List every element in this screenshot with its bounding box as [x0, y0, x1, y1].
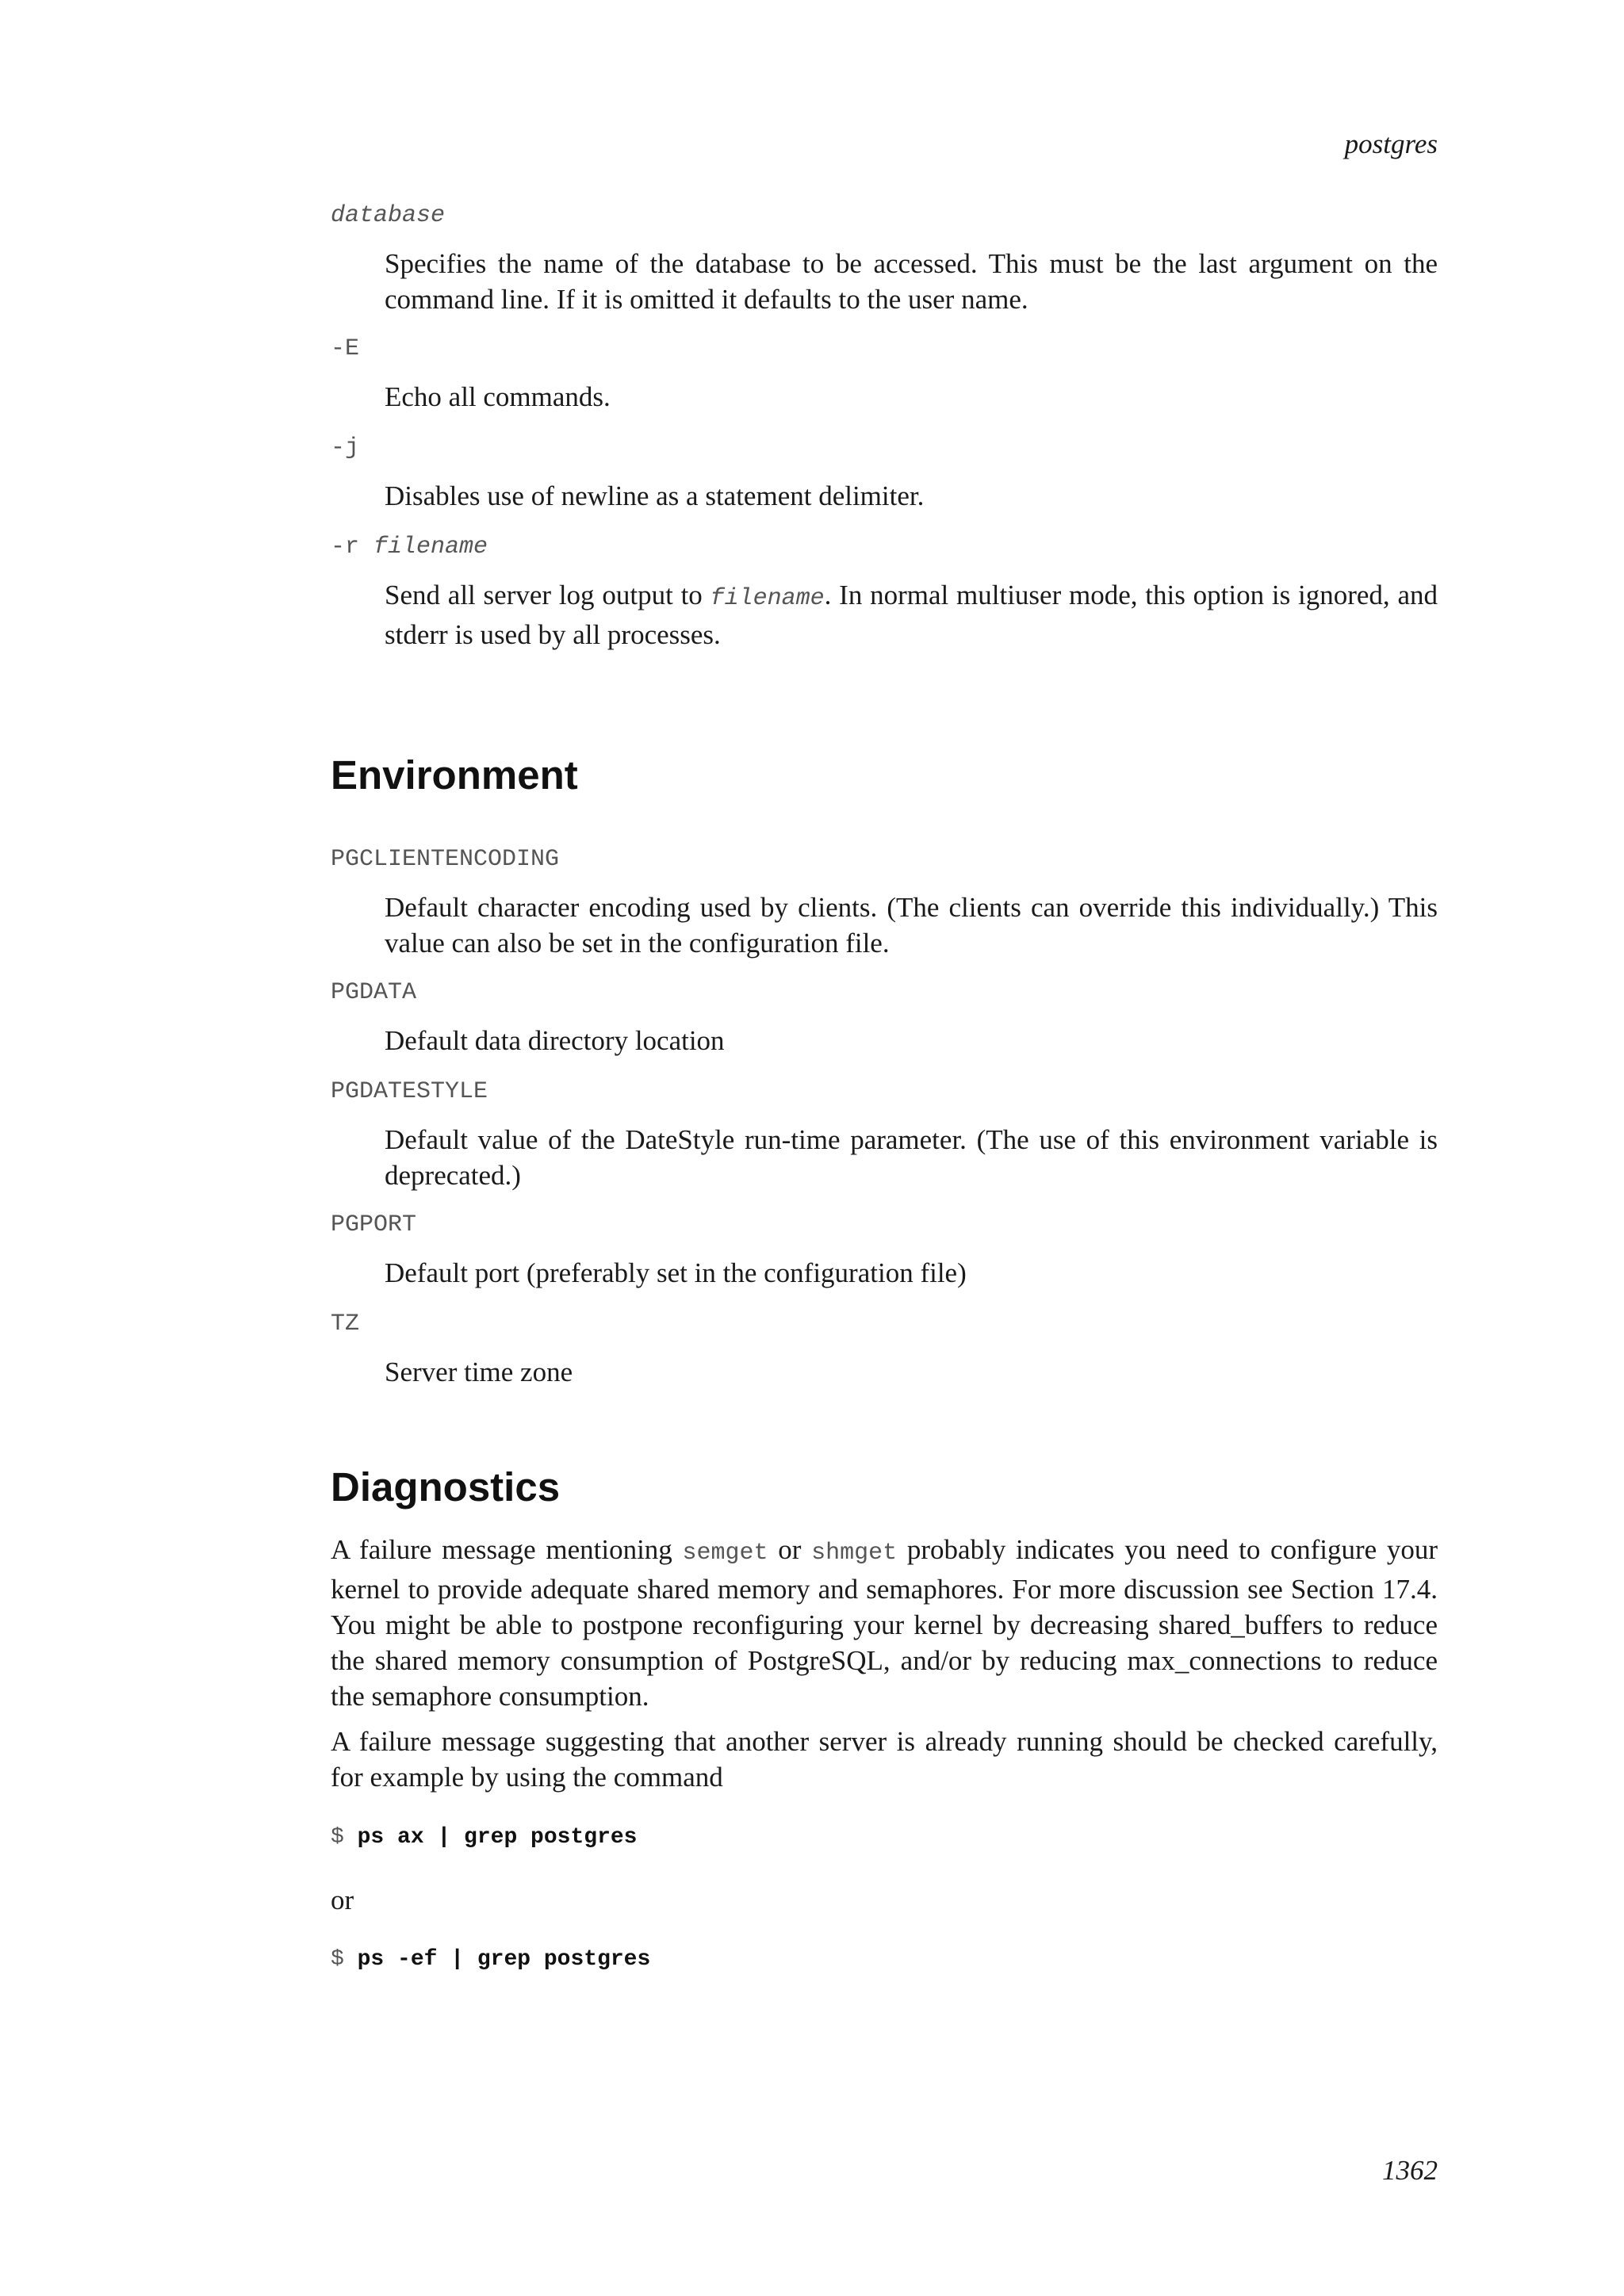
option-term-echo: -E — [331, 335, 360, 362]
section-title-diagnostics: Diagnostics — [331, 1464, 561, 1510]
option-flag-arg: filename — [373, 534, 488, 561]
desc-inline-arg: filename — [710, 585, 825, 612]
para-text: A failure message mentioning — [331, 1534, 672, 1565]
page-number: 1362 — [1382, 2155, 1438, 2186]
inline-code-semget: semget — [682, 1540, 768, 1567]
option-desc-database: Specifies the name of the database to be accessed. This must be the last argument on the command line. If it is omitted it defaults to the user name. — [385, 248, 1438, 315]
env-var-pgdatestyle: PGDATESTYLE — [331, 1078, 488, 1105]
env-var-pgport: PGPORT — [331, 1211, 417, 1238]
shell-command: ps ax | grep postgres — [357, 1825, 638, 1850]
env-desc-pgclientencoding: Default character encoding used by clients. (The clients can override this individually.) This value can also be set in the configuration file. — [385, 892, 1438, 959]
command-example-2 — [331, 1942, 650, 1977]
diagnostics-paragraph-1 — [331, 1532, 1438, 1714]
desc-after: . In normal multiuser mode, this option is ignored, and stderr is used by all processes. — [385, 580, 1438, 650]
desc-before: Send all server log output to — [385, 580, 703, 610]
env-desc-pgdata: Default data directory location — [385, 1025, 725, 1056]
running-header: postgres — [1344, 128, 1438, 159]
command-example-1 — [331, 1820, 637, 1855]
inline-code-shmget: shmget — [811, 1540, 898, 1567]
para-text: probably indicates you need to configure your kernel to provide adequate shared memory and semaphores. For more discussion see Section 17.4. You might be able to postpone reconfiguring your kernel by decreasing shared_buffers to reduce the shared memory consumption of PostgreSQL, and/or by reducing max_connections to reduce the semaphore consumption. — [331, 1534, 1438, 1712]
option-desc-newline: Disables use of newline as a statement delimiter. — [385, 480, 925, 511]
option-term-logfile — [331, 530, 488, 564]
option-desc-echo: Echo all commands. — [385, 381, 611, 412]
env-var-tz: TZ — [331, 1311, 360, 1337]
env-var-pgdata: PGDATA — [331, 979, 417, 1006]
env-desc-tz: Server time zone — [385, 1357, 573, 1387]
env-desc-pgport: Default port (preferably set in the configuration file) — [385, 1257, 967, 1288]
shell-prompt: $ — [331, 1947, 344, 1972]
env-var-pgclientencoding: PGCLIENTENCODING — [331, 846, 560, 873]
document-page — [331, 0, 1438, 2296]
shell-command: ps -ef | grep postgres — [357, 1947, 651, 1972]
para-text: or — [778, 1534, 802, 1565]
option-flag: -r — [331, 534, 360, 561]
diagnostics-paragraph-2: A failure message suggesting that another server is already running should be checked carefully, for example by using the command — [331, 1726, 1438, 1793]
option-term-newline: -j — [331, 434, 360, 461]
option-term-database — [331, 198, 445, 233]
option-term-text: database — [331, 202, 446, 229]
section-title-environment: Environment — [331, 752, 578, 798]
env-desc-pgdatestyle: Default value of the DateStyle run-time parameter. (The use of this environment variable is deprecated.) — [385, 1124, 1438, 1191]
shell-prompt: $ — [331, 1825, 344, 1850]
option-desc-logfile — [385, 577, 1438, 652]
or-text: or — [331, 1885, 354, 1915]
